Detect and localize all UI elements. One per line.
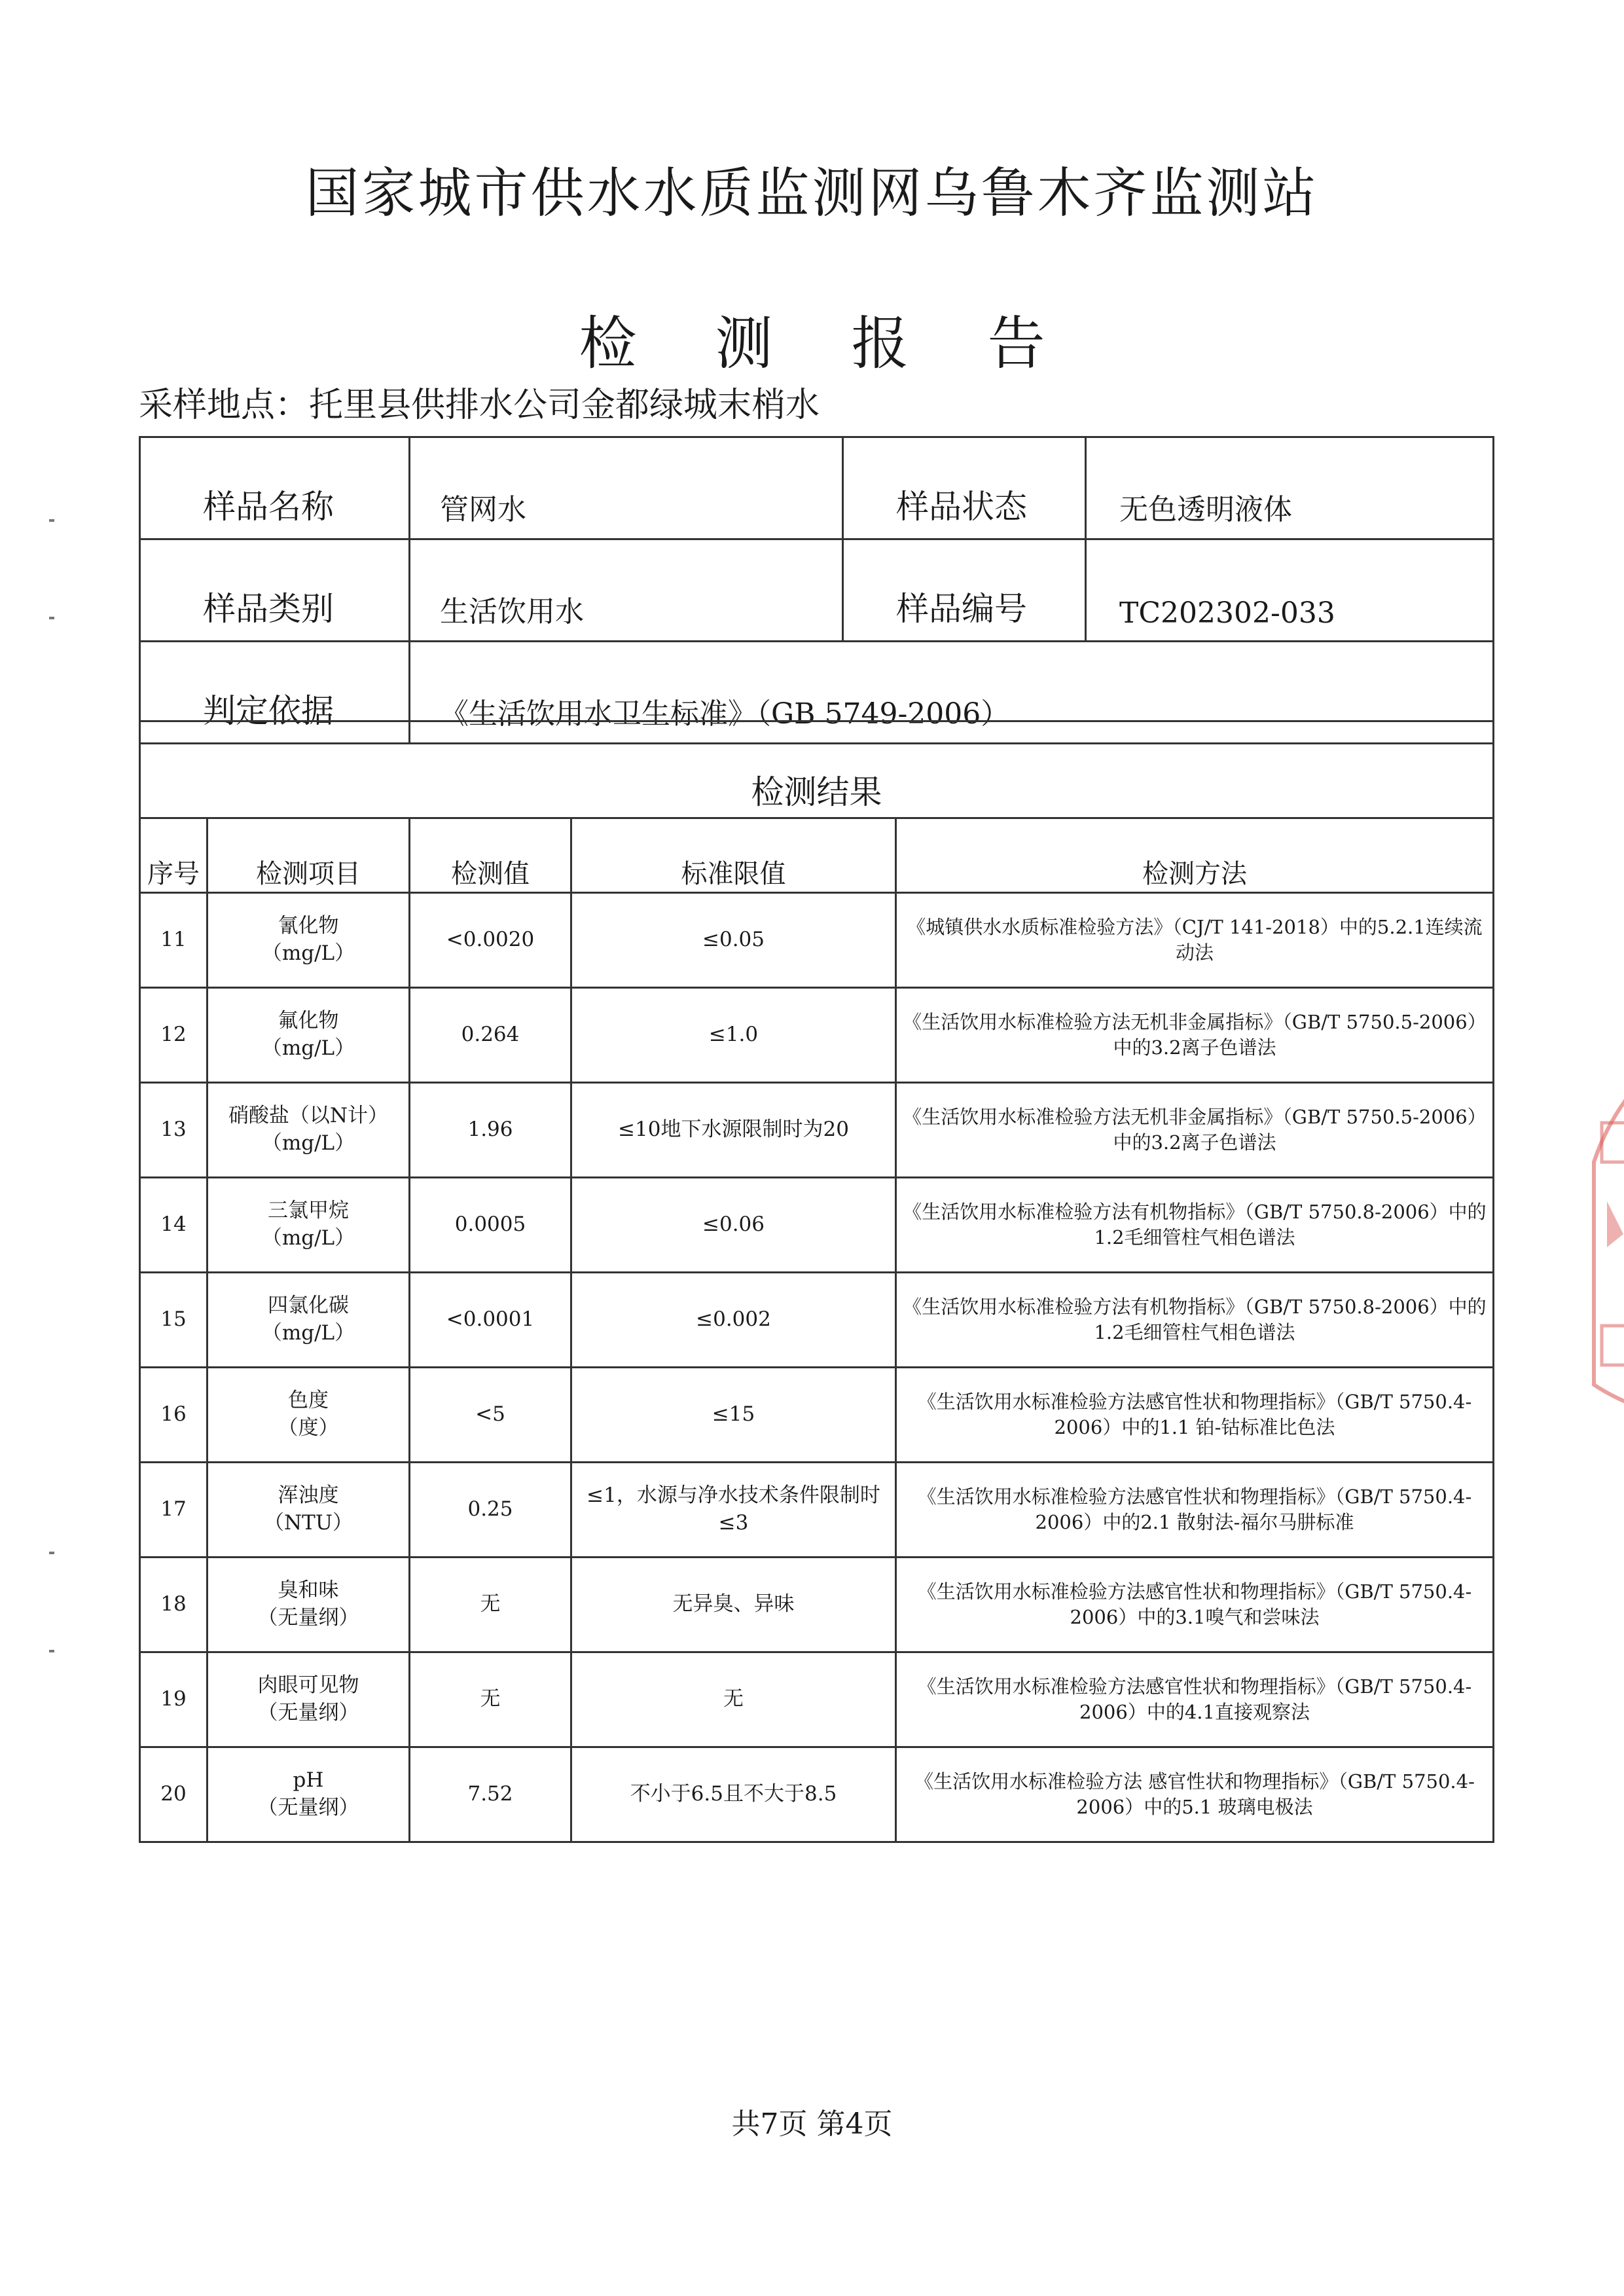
standard-limit: 无 <box>571 1652 896 1747</box>
test-method: 《城镇供水水质标准检验方法》（CJ/T 141-2018）中的5.2.1连续流动法 <box>896 893 1494 988</box>
standard-limit: ≤1，水源与净水技术条件限制时≤3 <box>571 1463 896 1558</box>
page-number: 共7页 第4页 <box>731 2107 893 2141</box>
table-row <box>140 893 1494 988</box>
test-item-unit: （无量纲） <box>257 1606 359 1630</box>
test-item-unit: （无量纲） <box>257 1796 359 1819</box>
test-item <box>208 1463 410 1558</box>
standard-limit: ≤0.05 <box>571 893 896 988</box>
sample-info-row <box>140 437 1494 539</box>
test-method: 《生活饮用水标准检验方法感官性状和物理指标》（GB/T 5750.4-2006）中的1.1 铂-钴标准比色法 <box>896 1368 1494 1463</box>
table-row <box>140 1178 1494 1273</box>
standard-limit: 不小于6.5且不大于8.5 <box>571 1747 896 1842</box>
test-item-name: 浑浊度 <box>278 1484 339 1508</box>
results-section-row <box>140 721 1494 818</box>
test-item-unit: （mg/L） <box>261 941 355 965</box>
test-item <box>208 988 410 1083</box>
row-number: 16 <box>140 1368 208 1463</box>
basis-value: 《生活饮用水卫生标准》（GB 5749-2006） <box>410 642 1494 744</box>
row-number: 19 <box>140 1652 208 1747</box>
row-number: 14 <box>140 1178 208 1273</box>
sample-number-value: TC202302-033 <box>1086 539 1494 642</box>
sample-name-value: 管网水 <box>410 437 843 539</box>
test-item-name: pH <box>293 1768 324 1793</box>
test-item-unit: （mg/L） <box>261 1226 355 1250</box>
test-item <box>208 1083 410 1178</box>
test-value: <0.0020 <box>410 893 571 988</box>
sample-number-label: 样品编号 <box>843 539 1086 642</box>
sample-info-row <box>140 539 1494 642</box>
sample-name-label: 样品名称 <box>140 437 410 539</box>
basis-label: 判定依据 <box>140 642 410 744</box>
test-item-unit: （NTU） <box>264 1511 353 1535</box>
test-value: 0.0005 <box>410 1178 571 1273</box>
test-item-name: 臭和味 <box>278 1578 339 1603</box>
test-value: 7.52 <box>410 1747 571 1842</box>
test-item-unit: （无量纲） <box>257 1701 359 1724</box>
results-table <box>139 720 1494 1843</box>
test-method: 《生活饮用水标准检验方法感官性状和物理指标》（GB/T 5750.4-2006）中的3.1嗅气和尝味法 <box>896 1558 1494 1652</box>
test-item <box>208 1273 410 1368</box>
test-item-name: 三氯甲烷 <box>268 1199 349 1223</box>
column-header-method: 检测方法 <box>896 818 1494 893</box>
table-row <box>140 1273 1494 1368</box>
test-method: 《生活饮用水标准检验方法有机物指标》（GB/T 5750.8-2006）中的1.2毛细管柱气相色谱法 <box>896 1273 1494 1368</box>
scan-speck <box>49 617 54 619</box>
test-item-name: 色度 <box>288 1389 329 1413</box>
sampling-location <box>139 377 820 426</box>
test-item <box>208 1558 410 1652</box>
test-value: 无 <box>410 1558 571 1652</box>
table-row <box>140 1747 1494 1842</box>
test-item <box>208 1652 410 1747</box>
row-number: 17 <box>140 1463 208 1558</box>
row-number: 18 <box>140 1558 208 1652</box>
test-item-unit: （mg/L） <box>261 1131 355 1155</box>
standard-limit: ≤10地下水源限制时为20 <box>571 1083 896 1178</box>
report-title-char: 报 <box>851 310 909 377</box>
scan-speck <box>49 1552 54 1554</box>
results-header-row <box>140 818 1494 893</box>
table-row <box>140 1652 1494 1747</box>
test-value: 0.25 <box>410 1463 571 1558</box>
sample-type-value: 生活饮用水 <box>410 539 843 642</box>
results-section-title: 检测结果 <box>140 721 1494 818</box>
report-title-char: 测 <box>715 310 773 377</box>
row-number: 20 <box>140 1747 208 1842</box>
row-number: 12 <box>140 988 208 1083</box>
sample-state-value: 无色透明液体 <box>1086 437 1494 539</box>
test-item <box>208 893 410 988</box>
row-number: 11 <box>140 893 208 988</box>
test-item <box>208 1747 410 1842</box>
test-method: 《生活饮用水标准检验方法无机非金属指标》（GB/T 5750.5-2006）中的3.2离子色谱法 <box>896 988 1494 1083</box>
table-row <box>140 1083 1494 1178</box>
table-row <box>140 1463 1494 1558</box>
report-title-char: 检 <box>579 310 637 377</box>
test-item-unit: （度） <box>278 1416 339 1440</box>
standard-limit: ≤0.06 <box>571 1178 896 1273</box>
test-item-unit: （mg/L） <box>261 1321 355 1345</box>
standard-limit: ≤0.002 <box>571 1273 896 1368</box>
column-header-no: 序号 <box>140 818 208 893</box>
test-method: 《生活饮用水标准检验方法感官性状和物理指标》（GB/T 5750.4-2006）中的4.1直接观察法 <box>896 1652 1494 1747</box>
column-header-value: 检测值 <box>410 818 571 893</box>
sample-type-label: 样品类别 <box>140 539 410 642</box>
test-value: 无 <box>410 1652 571 1747</box>
table-row <box>140 1368 1494 1463</box>
test-item <box>208 1368 410 1463</box>
column-header-limit: 标准限值 <box>571 818 896 893</box>
test-value: 0.264 <box>410 988 571 1083</box>
test-value: 1.96 <box>410 1083 571 1178</box>
test-method: 《生活饮用水标准检验方法无机非金属指标》（GB/T 5750.5-2006）中的3.2离子色谱法 <box>896 1083 1494 1178</box>
test-item-name: 氟化物 <box>278 1009 339 1033</box>
table-row <box>140 988 1494 1083</box>
scan-speck <box>49 1650 54 1652</box>
scan-speck <box>49 519 54 522</box>
sample-state-label: 样品状态 <box>843 437 1086 539</box>
standard-limit: 无异臭、异味 <box>571 1558 896 1652</box>
test-item-name: 肉眼可见物 <box>257 1673 359 1698</box>
standard-limit: ≤15 <box>571 1368 896 1463</box>
test-item-name: 硝酸盐（以N计） <box>228 1104 389 1128</box>
test-method: 《生活饮用水标准检验方法 感官性状和物理指标》（GB/T 5750.4-2006）中的5.1 玻璃电极法 <box>896 1747 1494 1842</box>
column-header-item: 检测项目 <box>208 818 410 893</box>
org-title: 国家城市供水水质监测网乌鲁木齐监测站 <box>305 162 1319 225</box>
sampling-location-label: 采样地点： <box>139 386 310 425</box>
sample-info-table <box>139 436 1494 744</box>
sampling-location-value: 托里县供排水公司金都绿城末梢水 <box>309 386 820 425</box>
row-number: 13 <box>140 1083 208 1178</box>
test-method: 《生活饮用水标准检验方法感官性状和物理指标》（GB/T 5750.4-2006）中的2.1 散射法-福尔马肼标准 <box>896 1463 1494 1558</box>
test-item-unit: （mg/L） <box>261 1036 355 1060</box>
report-title <box>0 298 1624 380</box>
report-title-char: 告 <box>987 310 1045 377</box>
test-value: <0.0001 <box>410 1273 571 1368</box>
test-item-name: 氰化物 <box>278 914 339 938</box>
test-method: 《生活饮用水标准检验方法有机物指标》（GB/T 5750.8-2006）中的1.2毛细管柱气相色谱法 <box>896 1178 1494 1273</box>
red-stamp-fragment <box>1587 1084 1624 1411</box>
standard-limit: ≤1.0 <box>571 988 896 1083</box>
test-item-name: 四氯化碳 <box>268 1294 349 1318</box>
test-value: <5 <box>410 1368 571 1463</box>
table-row <box>140 1558 1494 1652</box>
test-item <box>208 1178 410 1273</box>
row-number: 15 <box>140 1273 208 1368</box>
